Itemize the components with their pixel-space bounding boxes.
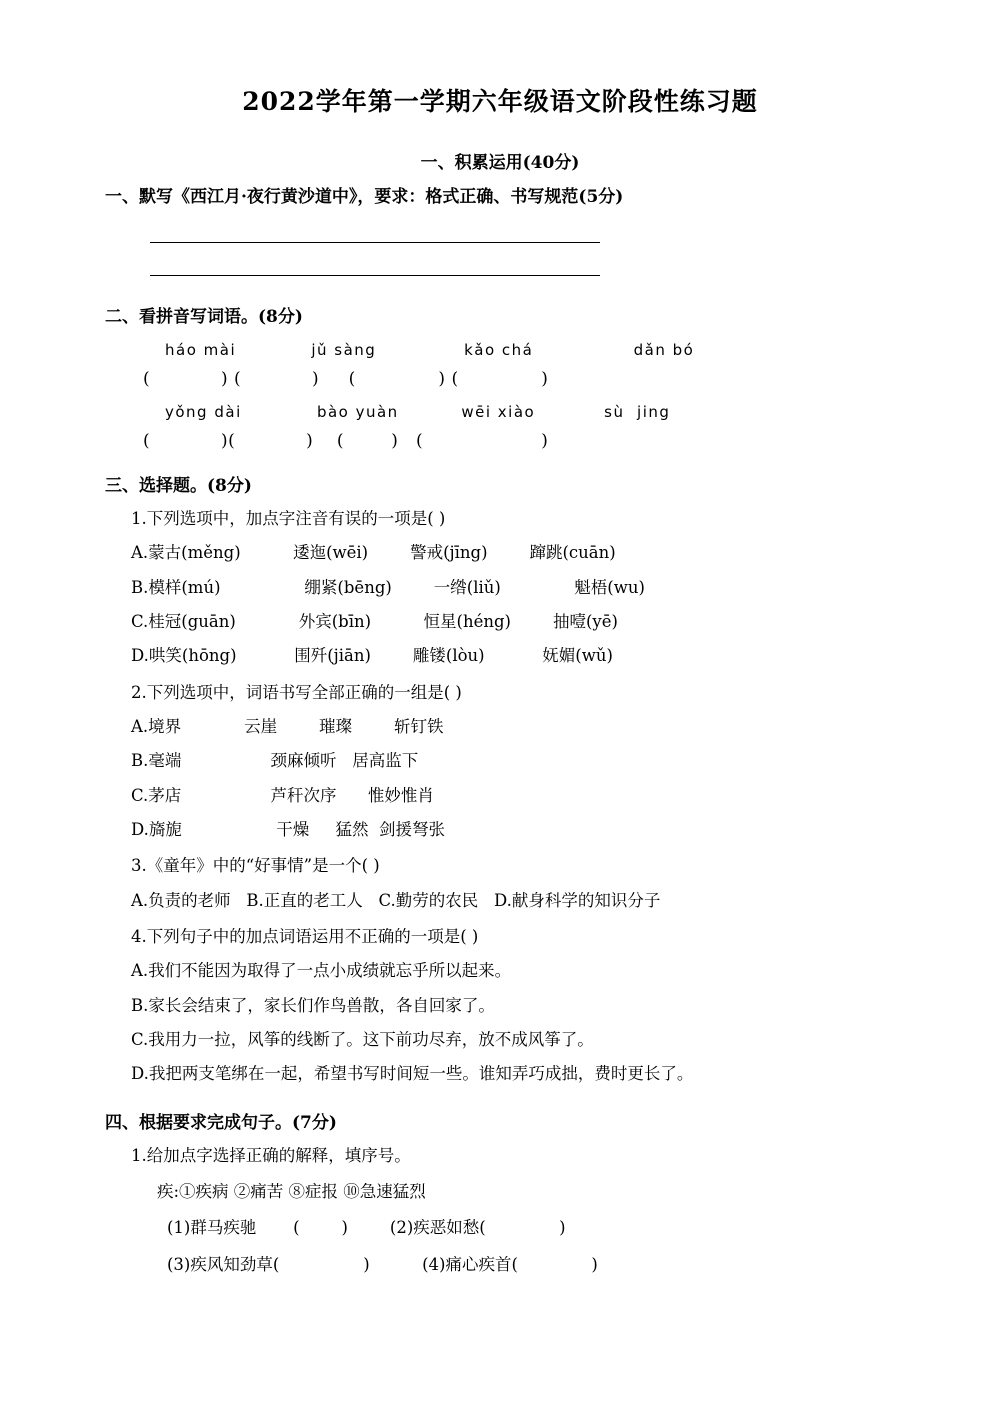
- question-3-2-option-b[interactable]: B.毫端 颈麻倾听 居高监下: [131, 751, 419, 771]
- question-3-4-option-c[interactable]: C.我用力一拉，风筝的线断了。这下前功尽弃，放不成风筝了。: [131, 1030, 594, 1050]
- pinyin-row-1: háo mài jǔ sàng kǎo chá dǎn bó: [165, 340, 695, 359]
- answer-line-1[interactable]: [150, 242, 600, 243]
- question-4-explanations: 疾:①疾病 ②痛苦 ⑧症报 ⑩急速猛烈: [157, 1182, 426, 1202]
- question-4-heading: 四、根据要求完成句子。(7分): [105, 1112, 337, 1133]
- question-3-2-stem: 2.下列选项中，词语书写全部正确的一组是( ): [131, 682, 462, 702]
- question-3-heading: 三、选择题。(8分): [105, 475, 252, 496]
- question-4-1-stem: 1.给加点字选择正确的解释，填序号。: [131, 1145, 411, 1165]
- question-1-stem: 一、默写《西江月·夜行黄沙道中》，要求：格式正确、书写规范(5分): [105, 187, 624, 207]
- page-title: 2022学年第一学期六年级语文阶段性练习题: [242, 87, 758, 116]
- question-3-1-option-d[interactable]: D.哄笑(hōng) 围歼(jiān) 雕镂(lòu) 妩媚(wǔ): [131, 646, 613, 666]
- question-3-4-option-d[interactable]: D.我把两支笔绑在一起，希望书写时间短一些。谁知弄巧成拙，费时更长了。: [131, 1064, 694, 1084]
- question-3-4-stem: 4.下列句子中的加点词语运用不正确的一项是( ): [131, 927, 479, 947]
- question-3-3-options[interactable]: A.负责的老师 B.正直的老工人 C.勤劳的农民 D.献身科学的知识分子: [131, 890, 661, 910]
- answer-line-2[interactable]: [150, 275, 600, 276]
- question-3-2-option-d[interactable]: D.旖旎 干燥 猛然 剑援弩张: [131, 820, 446, 840]
- question-2-heading: 二、看拼音写词语。(8分): [105, 306, 303, 327]
- section-heading-accumulation: 一、积累运用(40分): [420, 153, 580, 173]
- question-3-1-option-b[interactable]: B.模样(mú) 绷紧(bēng) 一绺(liǔ) 魁梧(wu): [131, 577, 645, 597]
- question-3-3-stem: 3.《童年》中的“好事情”是一个( ): [131, 856, 380, 876]
- question-3-4-option-b[interactable]: B.家长会结束了，家长们作鸟兽散，各自回家了。: [131, 995, 495, 1015]
- question-3-4-option-a[interactable]: A.我们不能因为取得了一点小成绩就忘乎所以起来。: [131, 961, 512, 981]
- answer-brackets-row-1[interactable]: ( ) ( ) ( ) ( ): [143, 368, 549, 389]
- question-3-2-option-a[interactable]: A.境界 云崖 璀璨 斩钉铁: [131, 716, 444, 736]
- question-3-1-option-a[interactable]: A.蒙古(měng) 逶迤(wēi) 警戒(jīng) 蹿跳(cuān): [131, 543, 616, 563]
- question-4-sub-line-1[interactable]: (1)群马疾驰 ( ) (2)疾恶如愁( ): [167, 1218, 566, 1238]
- pinyin-row-2: yǒng dài bào yuàn wēi xiào sù jing: [165, 402, 671, 421]
- answer-brackets-row-2[interactable]: ( )( ) ( ) ( ): [143, 430, 549, 451]
- question-3-2-option-c[interactable]: C.茅店 芦秆次序 惟妙惟肖: [131, 785, 434, 805]
- question-4-sub-line-2[interactable]: (3)疾风知劲草( ) (4)痛心疾首( ): [167, 1254, 598, 1274]
- question-3-1-stem: 1.下列选项中，加点字注音有误的一项是( ): [131, 508, 446, 528]
- question-3-1-option-c[interactable]: C.桂冠(guān) 外宾(bīn) 恒星(héng) 抽噎(yē): [131, 611, 618, 631]
